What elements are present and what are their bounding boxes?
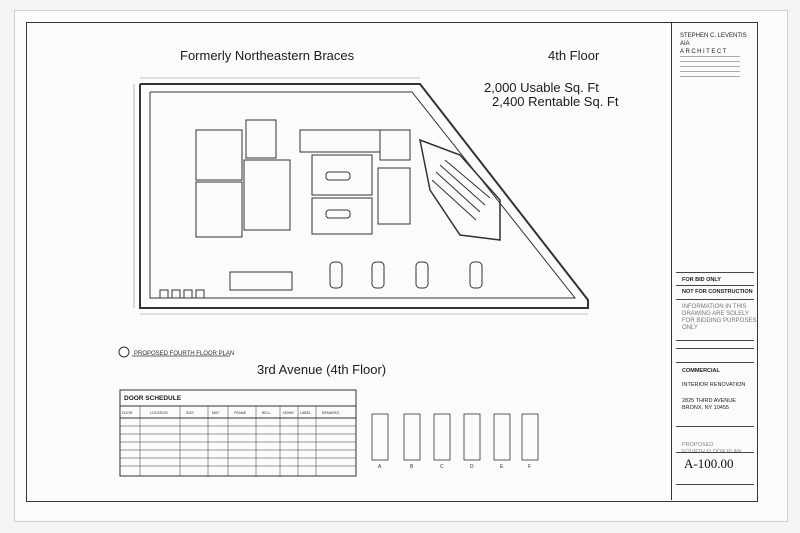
- architect-address-lines: [680, 56, 740, 81]
- overlay-title: Formerly Northeastern Braces: [180, 48, 355, 63]
- col-door: DOOR: [122, 411, 133, 415]
- plan-outer-wall: [140, 84, 588, 308]
- overlay-rentable-sqft: 2,400 Rentable Sq. Ft: [492, 94, 619, 109]
- door-schedule-headers: [122, 411, 340, 415]
- sheet-number: A-100.00: [684, 456, 734, 471]
- room-dental-room-1: [196, 130, 242, 180]
- elevation-label: B: [410, 464, 414, 470]
- room-operatory-1: [312, 155, 372, 195]
- overlay-avenue: 3rd Avenue (4th Floor): [257, 362, 387, 377]
- project-description: INTERIOR RENOVATION: [682, 382, 746, 388]
- door-schedule-table: [120, 390, 356, 476]
- room-closet: [380, 130, 410, 160]
- architect-name: STEPHEN C. LEVENTIS AIA ARCHITECT: [680, 33, 747, 55]
- elevation-label: D: [470, 464, 474, 470]
- plan-label: PROPOSED FOURTH FLOOR PLAN: [134, 351, 235, 357]
- col-size: SIZE: [186, 411, 194, 415]
- operatory-chairs: [326, 172, 482, 288]
- col-mat: MAT.: [212, 411, 220, 415]
- col-location: LOCATION: [150, 411, 168, 415]
- overlay-floor: 4th Floor: [548, 48, 600, 63]
- stair-core: [420, 140, 500, 240]
- project-type: COMMERCIAL: [682, 368, 720, 374]
- door-schedule-title: DOOR SCHEDULE: [124, 395, 182, 402]
- project-address: 2825 THIRD AVENUE BRONX, NY 10455: [682, 398, 736, 411]
- col-hdwr: HDWR: [283, 411, 294, 415]
- room-business: [244, 160, 290, 230]
- bid-only-label: FOR BID ONLY: [682, 277, 721, 283]
- col-bell: BELL: [262, 411, 271, 415]
- room-sterilization: [300, 130, 380, 152]
- col-label: LABEL: [300, 411, 311, 415]
- col-frame: FRAME: [234, 411, 247, 415]
- waiting-chairs: [160, 290, 204, 298]
- elevation-label: A: [378, 464, 382, 470]
- elevation-label: E: [500, 464, 504, 470]
- drawing-title: PROPOSED: [682, 442, 714, 448]
- not-for-construction-label: NOT FOR CONSTRUCTION: [682, 289, 753, 295]
- title-block: [671, 22, 757, 500]
- room-operatory-2: [312, 198, 372, 234]
- door-elevation-labels: [378, 464, 531, 470]
- elevation-label: C: [440, 464, 444, 470]
- bidding-info-note: INFORMATION IN THIS DRAWING ARE SOLELY FOR BIDDING PURPOSES ONLY: [682, 304, 757, 331]
- col-remarks: REMARKS: [322, 411, 340, 415]
- overlay-usable-sqft: 2,000 Usable Sq. Ft: [484, 80, 599, 95]
- elevation-label: F: [528, 464, 532, 470]
- door-elevations: [372, 414, 538, 460]
- room-dental-room-2: [196, 182, 242, 237]
- reception-desk: [230, 272, 292, 290]
- plan-label-bubble: [119, 347, 129, 357]
- room-toilet: [246, 120, 276, 158]
